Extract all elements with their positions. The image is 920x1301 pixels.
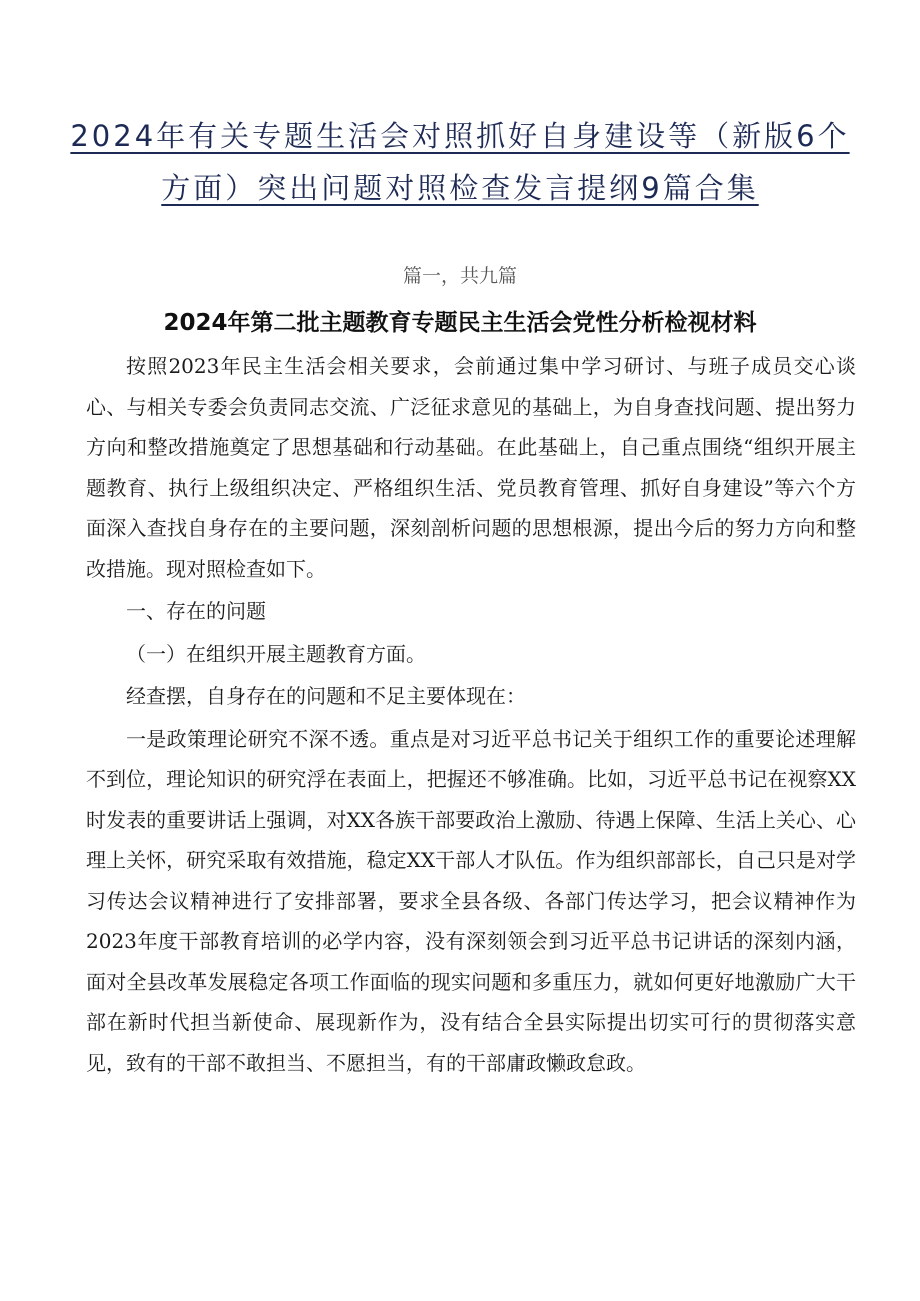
document-title-line-1: 2024年有关专题生活会对照抓好自身建设等（新版6个 [70,119,850,153]
paragraph-problem-one: 一是政策理论研究不深不透。重点是对习近平总书记关于组织工作的重要论述理解不到位，理论知识的研究浮在表面上，把握还不够准确。比如，习近平总书记在视察XX时发表的重要讲话上强调，对XX各族干部要政治上激励、待遇上保障、生活上关心、心理上关怀，研究采取有效措施，稳定XX干部人才队伍。作为组织部部长，自己只是对学习传达会议精神进行了安排部署，要求全县各级、各部门传达学习，把会议精神作为2023年度干部教育培训的必学内容，没有深刻领会到习近平总书记讲话的深刻内涵，面对全县改革发展稳定各项工作面临的现实问题和多重压力，就如何更好地激励广大干部在新时代担当新使命、展现新作为，没有结合全县实际提出切实可行的贯彻落实意见，致有的干部不敢担当、不愿担当，有的干部庸政懒政怠政。 [86,726,856,1075]
section-label: 篇一，共九篇 [402,265,517,287]
heading-existing-problems: 一、存在的问题 [126,599,266,623]
document-title-line-2: 方面）突出问题对照检查发言提纲9篇合集 [161,171,759,205]
document-body [86,346,856,1083]
document-title [70,110,850,214]
section-title: 2024年第二批主题教育专题民主生活会党性分析检视材料 [163,310,757,336]
paragraph-intro: 按照2023年民主生活会相关要求，会前通过集中学习研讨、与班子成员交心谈心、与相关专委会负责同志交流、广泛征求意见的基础上，为自身查找问题、提出努力方向和整改措施奠定了思想基础和行动基础。在此基础上，自己重点围绕“组织开展主题教育、执行上级组织决定、严格组织生活、党员教育管理、抓好自身建设”等六个方面深入查找自身存在的主要问题，深刻剖析问题的思想根源，提出今后的努力方向和整改措施。现对照检查如下。 [86,354,856,581]
subheading-theme-education: （一）在组织开展主题教育方面。 [126,641,426,666]
paragraph-findings-lead: 经查摆，自身存在的问题和不足主要体现在： [126,684,526,708]
